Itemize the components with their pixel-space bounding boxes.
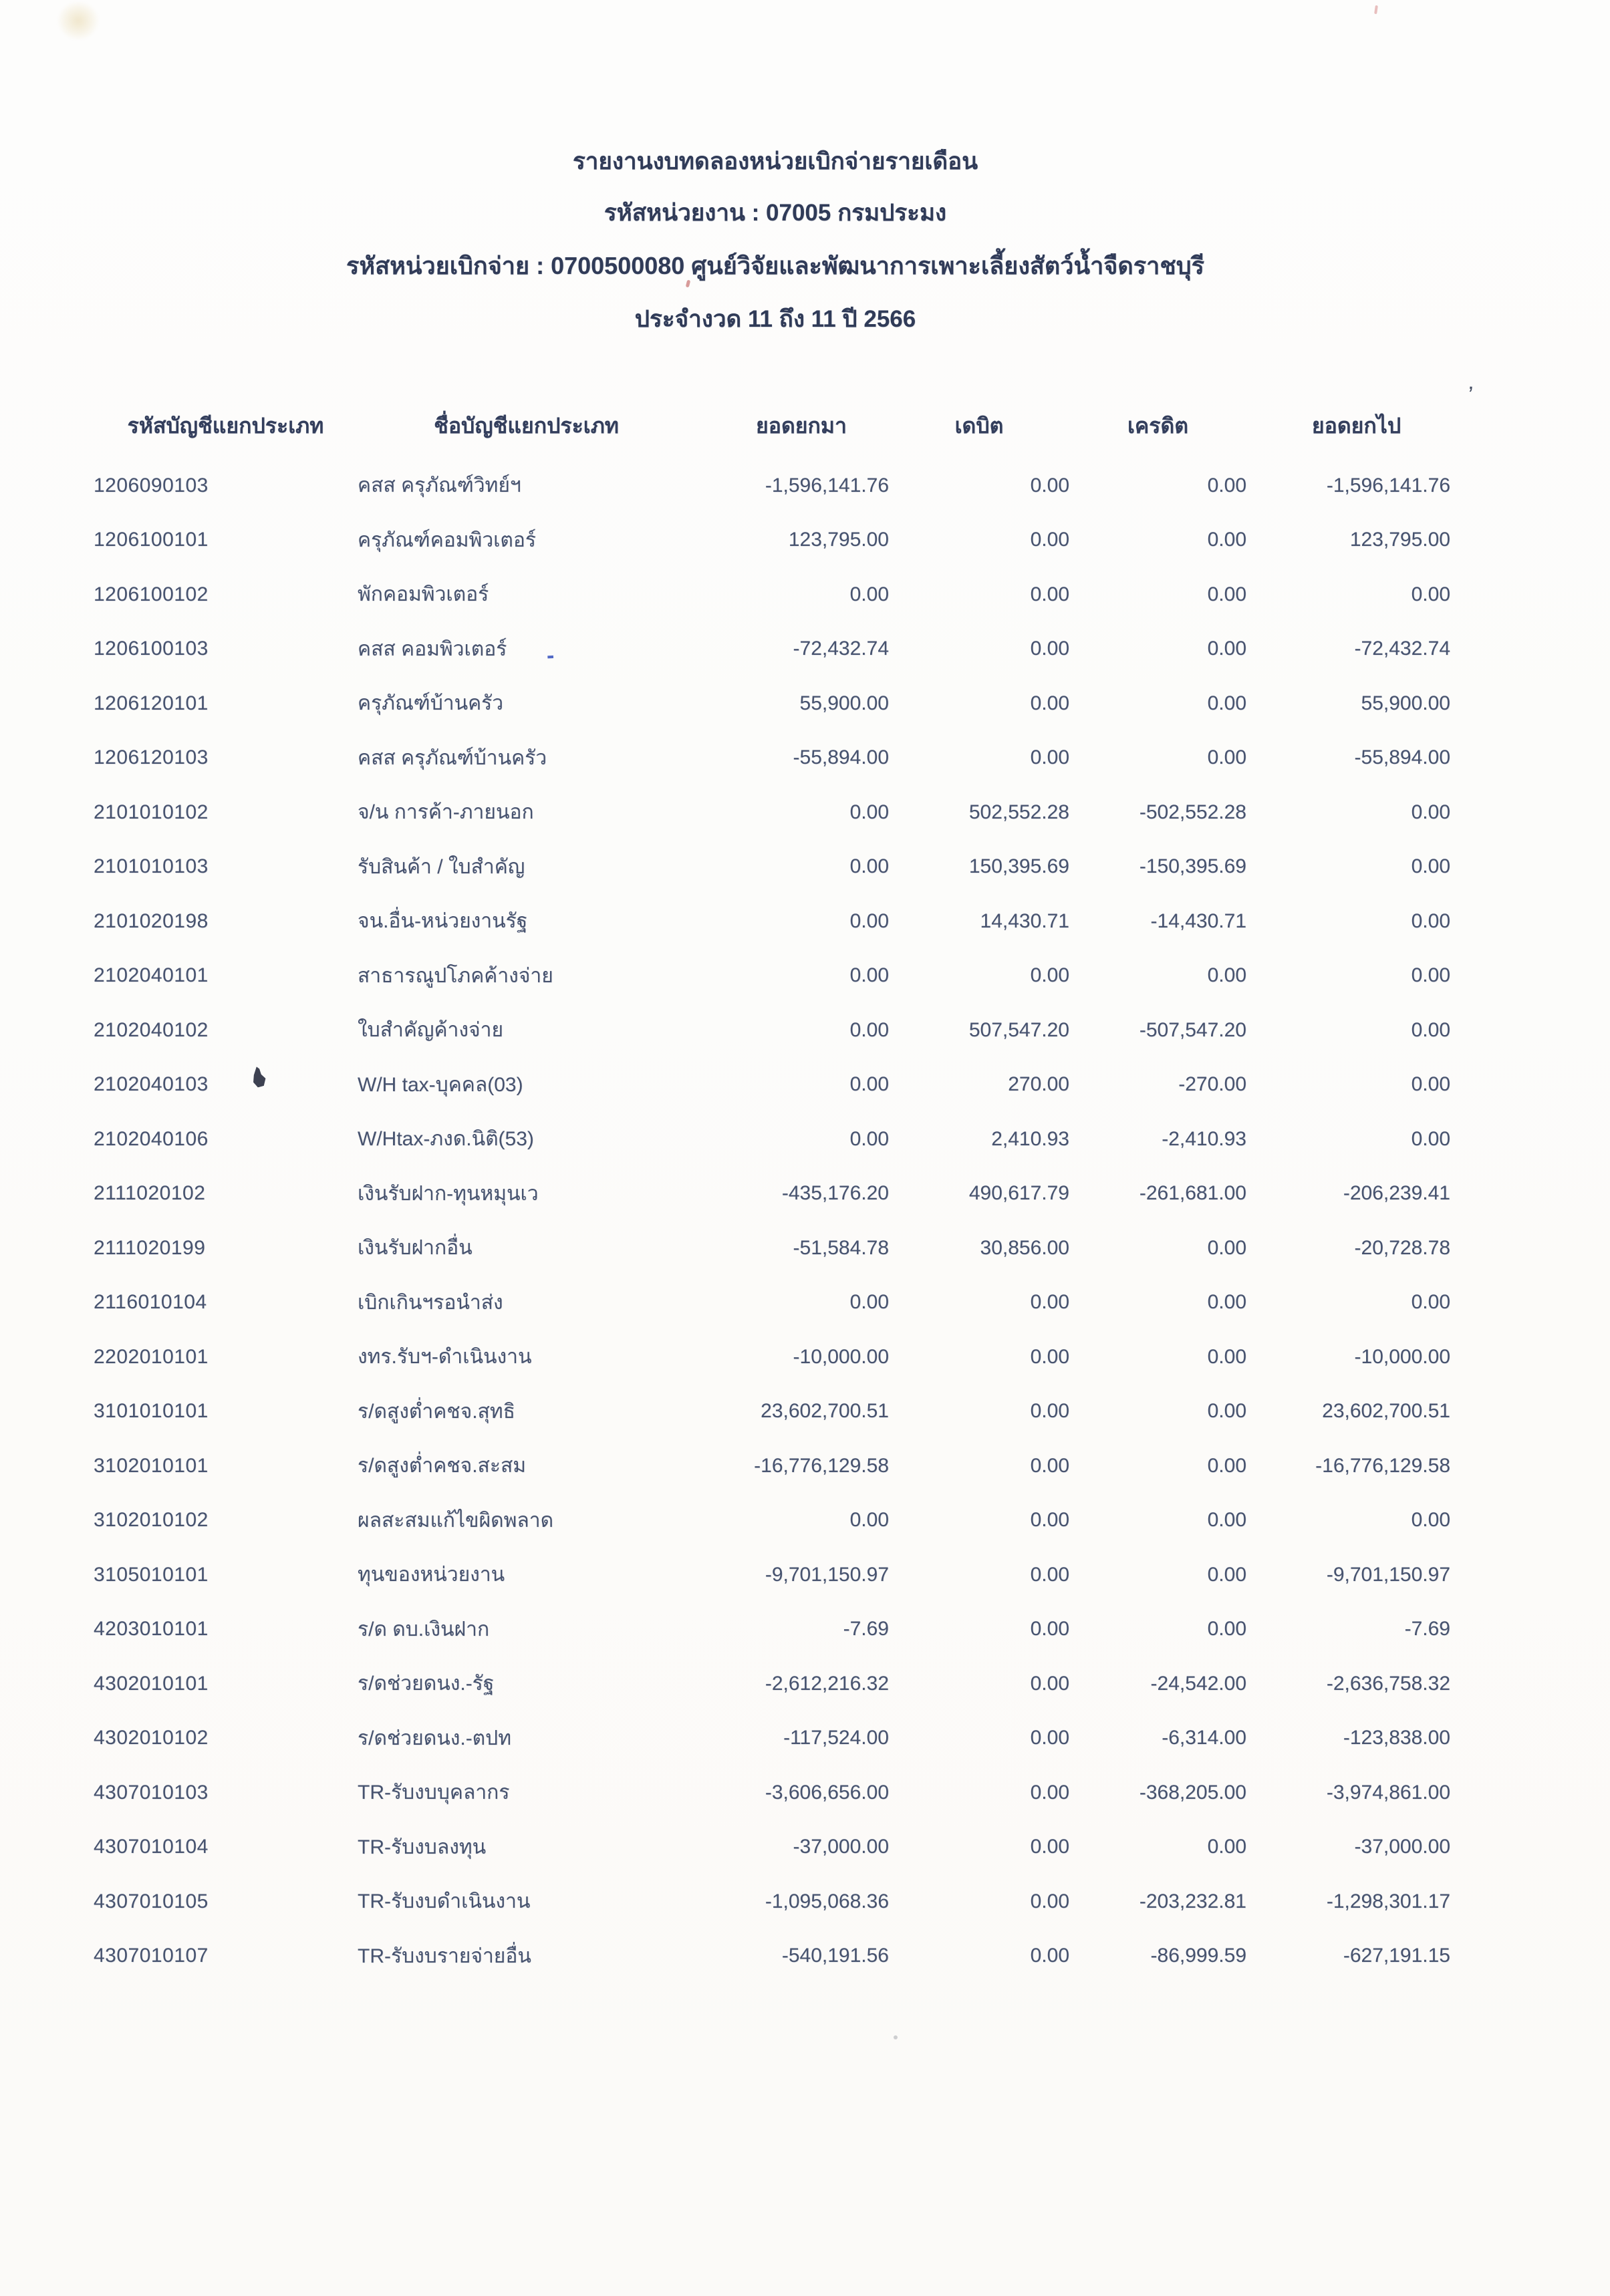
account-code-cell: 2101010102 bbox=[94, 801, 209, 823]
scan-speck-artifact bbox=[1374, 5, 1378, 14]
col-header-account-code: รหัสบัญชีแยกประเภท bbox=[127, 413, 324, 438]
col-header-credit: เครดิต bbox=[1127, 413, 1189, 438]
table-row bbox=[0, 731, 1610, 786]
table-row bbox=[0, 1929, 1610, 1984]
balance-forward-cell: -55,894.00 bbox=[793, 746, 889, 769]
balance-forward-cell: -540,191.56 bbox=[781, 1945, 889, 1967]
balance-forward-cell: -3,606,656.00 bbox=[765, 1781, 889, 1804]
balance-forward-cell: 23,602,700.51 bbox=[761, 1400, 889, 1423]
account-name-cell: งทร.รับฯ-ดำเนินงาน bbox=[358, 1346, 532, 1369]
balance-carried-cell: 0.00 bbox=[1411, 855, 1450, 878]
debit-cell: 0.00 bbox=[1030, 474, 1069, 496]
account-code-cell: 1206100102 bbox=[94, 583, 209, 605]
table-row bbox=[0, 785, 1610, 840]
account-code-cell: 1206120101 bbox=[94, 692, 209, 714]
debit-cell: 270.00 bbox=[1008, 1073, 1069, 1096]
account-name-cell: ทุนของหน่วยงาน bbox=[358, 1564, 505, 1586]
balance-carried-cell: 0.00 bbox=[1411, 1291, 1450, 1314]
balance-forward-cell: -1,596,141.76 bbox=[765, 474, 889, 496]
balance-forward-cell: -16,776,129.58 bbox=[754, 1454, 889, 1477]
account-name-cell: เบิกเกินฯรอนำส่ง bbox=[358, 1291, 503, 1314]
account-code-cell: 1206090103 bbox=[94, 474, 209, 496]
account-code-cell: 2111020199 bbox=[94, 1236, 206, 1259]
table-row bbox=[0, 1602, 1610, 1657]
debit-cell: 502,552.28 bbox=[968, 801, 1069, 823]
balance-forward-cell: 0.00 bbox=[849, 583, 889, 605]
balance-forward-cell: 0.00 bbox=[849, 801, 889, 823]
debit-cell: 0.00 bbox=[1030, 529, 1069, 551]
credit-cell: 0.00 bbox=[1207, 474, 1246, 496]
account-name-cell: ผลสะสมแก้ไขผิดพลาด bbox=[358, 1509, 554, 1532]
debit-cell: 0.00 bbox=[1030, 1945, 1069, 1967]
credit-cell: 0.00 bbox=[1207, 1563, 1246, 1586]
account-name-cell: เงินรับฝาก-ทุนหมุนเว bbox=[358, 1182, 539, 1205]
balance-forward-cell: 0.00 bbox=[849, 855, 889, 878]
balance-carried-cell: -55,894.00 bbox=[1354, 746, 1450, 769]
credit-cell: 0.00 bbox=[1207, 1836, 1246, 1858]
account-code-cell: 2102040106 bbox=[94, 1127, 209, 1150]
debit-cell: 0.00 bbox=[1030, 1618, 1069, 1640]
debit-cell: 507,547.20 bbox=[968, 1018, 1069, 1041]
account-code-cell: 3101010101 bbox=[94, 1400, 209, 1423]
account-name-cell: TR-รับงบบุคลากร bbox=[358, 1781, 510, 1804]
balance-forward-cell: 0.00 bbox=[849, 909, 889, 932]
account-code-cell: 4307010104 bbox=[94, 1836, 209, 1858]
table-row bbox=[0, 1003, 1610, 1058]
balance-carried-cell: -206,239.41 bbox=[1343, 1182, 1450, 1205]
debit-cell: 150,395.69 bbox=[968, 855, 1069, 878]
account-name-cell: ร/ดสูงต่ำคชจ.สะสม bbox=[358, 1455, 527, 1477]
credit-cell: 0.00 bbox=[1207, 1345, 1246, 1368]
balance-carried-cell: 0.00 bbox=[1411, 909, 1450, 932]
debit-cell: 14,430.71 bbox=[980, 909, 1069, 932]
account-name-cell: W/H tax-บุคคล(03) bbox=[358, 1073, 523, 1096]
account-name-cell: คสส คอมพิวเตอร์ bbox=[358, 637, 507, 660]
debit-cell: 0.00 bbox=[1030, 1291, 1069, 1314]
debit-cell: 490,617.79 bbox=[968, 1182, 1069, 1205]
balance-carried-cell: -1,596,141.76 bbox=[1326, 474, 1450, 496]
balance-forward-cell: -9,701,150.97 bbox=[765, 1563, 889, 1586]
credit-cell: -2,410.93 bbox=[1162, 1127, 1246, 1150]
account-name-cell: ครุภัณฑ์คอมพิวเตอร์ bbox=[358, 529, 537, 551]
balance-forward-cell: 0.00 bbox=[849, 1509, 889, 1532]
balance-carried-cell: -10,000.00 bbox=[1354, 1345, 1450, 1368]
col-header-balance-carried: ยอดยกไป bbox=[1311, 413, 1401, 438]
balance-forward-cell: 55,900.00 bbox=[799, 692, 889, 714]
table-row bbox=[0, 458, 1610, 513]
account-code-cell: 2102040102 bbox=[94, 1018, 209, 1041]
balance-forward-cell: -72,432.74 bbox=[793, 637, 889, 660]
credit-cell: 0.00 bbox=[1207, 1454, 1246, 1477]
account-code-cell: 4307010103 bbox=[94, 1781, 209, 1804]
table-row bbox=[0, 567, 1610, 622]
credit-cell: 0.00 bbox=[1207, 964, 1246, 987]
account-name-cell: TR-รับงบรายจ่ายอื่น bbox=[358, 1945, 531, 1967]
col-header-debit: เดบิต bbox=[954, 413, 1004, 438]
account-code-cell: 2102040101 bbox=[94, 964, 209, 987]
table-row bbox=[0, 1657, 1610, 1711]
debit-cell: 0.00 bbox=[1030, 1672, 1069, 1695]
account-name-cell: จ/น การค้า-ภายนอก bbox=[358, 801, 534, 824]
account-name-cell: ร/ดสูงต่ำคชจ.สุทธิ bbox=[358, 1400, 515, 1423]
debit-cell: 0.00 bbox=[1030, 1836, 1069, 1858]
account-name-cell: คสส ครุภัณฑ์บ้านครัว bbox=[358, 746, 547, 769]
balance-forward-cell: 0.00 bbox=[849, 1018, 889, 1041]
account-code-cell: 2111020102 bbox=[94, 1182, 206, 1205]
table-row bbox=[0, 1874, 1610, 1929]
account-name-cell: คสส ครุภัณฑ์วิทย์ฯ bbox=[358, 474, 521, 497]
debit-cell: 0.00 bbox=[1030, 1400, 1069, 1423]
account-name-cell: TR-รับงบดำเนินงาน bbox=[358, 1890, 531, 1913]
account-name-cell: สาธารณูปโภคค้างจ่าย bbox=[358, 964, 553, 987]
table-row bbox=[0, 1548, 1610, 1602]
credit-cell: -368,205.00 bbox=[1139, 1781, 1246, 1804]
credit-cell: 0.00 bbox=[1207, 529, 1246, 551]
account-name-cell: ใบสำคัญค้างจ่าย bbox=[358, 1019, 504, 1042]
pen-dash-artifact: - bbox=[545, 642, 555, 669]
account-code-cell: 4307010105 bbox=[94, 1890, 209, 1912]
balance-forward-cell: -435,176.20 bbox=[781, 1182, 889, 1205]
table-row bbox=[0, 1711, 1610, 1766]
balance-forward-cell: 0.00 bbox=[849, 1073, 889, 1096]
table-row bbox=[0, 1221, 1610, 1276]
account-code-cell: 1206120103 bbox=[94, 746, 209, 769]
debit-cell: 0.00 bbox=[1030, 583, 1069, 605]
debit-cell: 0.00 bbox=[1030, 1454, 1069, 1477]
table-row bbox=[0, 1493, 1610, 1548]
balance-carried-cell: -72,432.74 bbox=[1354, 637, 1450, 660]
balance-carried-cell: -7.69 bbox=[1404, 1618, 1450, 1640]
balance-forward-cell: 0.00 bbox=[849, 1291, 889, 1314]
account-code-cell: 1206100103 bbox=[94, 637, 209, 660]
col-header-balance-forward: ยอดยกมา bbox=[756, 413, 847, 438]
table-row bbox=[0, 513, 1610, 568]
account-code-cell: 3105010101 bbox=[94, 1563, 209, 1586]
balance-carried-cell: -1,298,301.17 bbox=[1326, 1890, 1450, 1912]
table-header-row bbox=[0, 400, 1610, 452]
account-code-cell: 3102010102 bbox=[94, 1509, 209, 1532]
credit-cell: 0.00 bbox=[1207, 1236, 1246, 1259]
balance-carried-cell: 0.00 bbox=[1411, 1127, 1450, 1150]
balance-carried-cell: -37,000.00 bbox=[1354, 1836, 1450, 1858]
debit-cell: 0.00 bbox=[1030, 1563, 1069, 1586]
balance-forward-cell: 0.00 bbox=[849, 1127, 889, 1150]
account-code-cell: 3102010101 bbox=[94, 1454, 209, 1477]
balance-forward-cell: -7.69 bbox=[843, 1618, 889, 1640]
balance-carried-cell: 0.00 bbox=[1411, 801, 1450, 823]
balance-carried-cell: 0.00 bbox=[1411, 583, 1450, 605]
debit-cell: 2,410.93 bbox=[991, 1127, 1069, 1150]
credit-cell: 0.00 bbox=[1207, 637, 1246, 660]
table-row bbox=[0, 676, 1610, 731]
account-code-cell: 4203010101 bbox=[94, 1618, 209, 1640]
credit-cell: -261,681.00 bbox=[1139, 1182, 1246, 1205]
account-name-cell: เงินรับฝากอื่น bbox=[358, 1237, 473, 1260]
account-name-cell: รับสินค้า / ใบสำคัญ bbox=[358, 855, 525, 878]
credit-cell: -6,314.00 bbox=[1162, 1727, 1246, 1749]
debit-cell: 0.00 bbox=[1030, 1890, 1069, 1912]
debit-cell: 0.00 bbox=[1030, 1345, 1069, 1368]
scan-speck-artifact: ’ bbox=[1466, 382, 1474, 408]
table-row bbox=[0, 1276, 1610, 1330]
credit-cell: 0.00 bbox=[1207, 583, 1246, 605]
account-code-cell: 4302010102 bbox=[94, 1727, 209, 1749]
balance-carried-cell: -123,838.00 bbox=[1343, 1727, 1450, 1749]
table-row bbox=[0, 622, 1610, 677]
col-header-account-name: ชื่อบัญชีแยกประเภท bbox=[434, 413, 619, 438]
balance-forward-cell: -2,612,216.32 bbox=[765, 1672, 889, 1695]
balance-carried-cell: -2,636,758.32 bbox=[1326, 1672, 1450, 1695]
credit-cell: 0.00 bbox=[1207, 1400, 1246, 1423]
balance-carried-cell: 0.00 bbox=[1411, 1509, 1450, 1532]
credit-cell: -270.00 bbox=[1178, 1073, 1246, 1096]
report-title: รายงานงบทดลองหน่วยเบิกจ่ายรายเดือน bbox=[572, 148, 978, 174]
account-name-cell: W/Htax-ภงด.นิติ(53) bbox=[358, 1128, 534, 1151]
account-name-cell: ร/ด ดบ.เงินฝาก bbox=[358, 1618, 490, 1640]
debit-cell: 0.00 bbox=[1030, 692, 1069, 714]
table-row bbox=[0, 894, 1610, 949]
credit-cell: 0.00 bbox=[1207, 1509, 1246, 1532]
balance-carried-cell: 0.00 bbox=[1411, 1018, 1450, 1041]
table-row bbox=[0, 1385, 1610, 1439]
table-row bbox=[0, 1765, 1610, 1820]
account-name-cell: ร/ดช่วยดนง.-รัฐ bbox=[358, 1673, 495, 1695]
balance-carried-cell: 0.00 bbox=[1411, 964, 1450, 987]
balance-forward-cell: -1,095,068.36 bbox=[765, 1890, 889, 1912]
table-row bbox=[0, 1058, 1610, 1113]
account-name-cell: ครุภัณฑ์บ้านครัว bbox=[358, 692, 504, 715]
account-code-cell: 1206100101 bbox=[94, 529, 209, 551]
balance-carried-cell: 55,900.00 bbox=[1361, 692, 1450, 714]
credit-cell: -24,542.00 bbox=[1150, 1672, 1246, 1695]
credit-cell: -150,395.69 bbox=[1139, 855, 1246, 878]
balance-carried-cell: -20,728.78 bbox=[1354, 1236, 1450, 1259]
balance-carried-cell: -3,974,861.00 bbox=[1326, 1781, 1450, 1804]
smudge-artifact bbox=[57, 1, 99, 40]
balance-forward-cell: 123,795.00 bbox=[788, 529, 889, 551]
balance-carried-cell: -16,776,129.58 bbox=[1315, 1454, 1450, 1477]
balance-carried-cell: 23,602,700.51 bbox=[1322, 1400, 1450, 1423]
credit-cell: -502,552.28 bbox=[1139, 801, 1246, 823]
account-code-cell: 4307010107 bbox=[94, 1945, 209, 1967]
account-code-cell: 2102040103 bbox=[94, 1073, 209, 1096]
debit-cell: 0.00 bbox=[1030, 1781, 1069, 1804]
balance-carried-cell: -627,191.15 bbox=[1343, 1945, 1450, 1967]
balance-carried-cell: 0.00 bbox=[1411, 1073, 1450, 1096]
balance-forward-cell: -117,524.00 bbox=[783, 1727, 889, 1749]
credit-cell: -86,999.59 bbox=[1150, 1945, 1246, 1967]
credit-cell: -203,232.81 bbox=[1139, 1890, 1246, 1912]
balance-forward-cell: 0.00 bbox=[849, 964, 889, 987]
debit-cell: 0.00 bbox=[1030, 1509, 1069, 1532]
credit-cell: -507,547.20 bbox=[1139, 1018, 1246, 1041]
table-row bbox=[0, 1439, 1610, 1493]
account-name-cell: TR-รับงบลงทุน bbox=[358, 1836, 487, 1858]
account-code-cell: 2101010103 bbox=[94, 855, 209, 878]
table-row bbox=[0, 840, 1610, 895]
account-code-cell: 4302010101 bbox=[94, 1672, 209, 1695]
table-row bbox=[0, 1112, 1610, 1167]
account-name-cell: ร/ดช่วยดนง.-ตปท bbox=[358, 1727, 511, 1749]
debit-cell: 0.00 bbox=[1030, 1727, 1069, 1749]
debit-cell: 0.00 bbox=[1030, 746, 1069, 769]
period-line: ประจำงวด 11 ถึง 11 ปี 2566 bbox=[634, 306, 916, 332]
credit-cell: 0.00 bbox=[1207, 1291, 1246, 1314]
credit-cell: -14,430.71 bbox=[1150, 909, 1246, 932]
account-code-cell: 2116010104 bbox=[94, 1291, 207, 1314]
agency-code-line: รหัสหน่วยงาน : 07005 กรมประมง bbox=[603, 200, 947, 226]
account-name-cell: พักคอมพิวเตอร์ bbox=[358, 583, 489, 606]
account-code-cell: 2202010101 bbox=[94, 1345, 209, 1368]
credit-cell: 0.00 bbox=[1207, 1618, 1246, 1640]
balance-forward-cell: -10,000.00 bbox=[793, 1345, 889, 1368]
balance-carried-cell: 123,795.00 bbox=[1349, 529, 1450, 551]
credit-cell: 0.00 bbox=[1207, 692, 1246, 714]
table-body bbox=[0, 458, 1610, 1983]
table-row bbox=[0, 1330, 1610, 1385]
debit-cell: 0.00 bbox=[1030, 637, 1069, 660]
disbursing-unit-line: รหัสหน่วยเบิกจ่าย : 0700500080 ศูนย์วิจัยและพัฒนาการเพาะเลี้ยงสัตว์น้ำจืดราชบุรี bbox=[346, 252, 1204, 279]
table-row bbox=[0, 1167, 1610, 1222]
balance-carried-cell: -9,701,150.97 bbox=[1326, 1563, 1450, 1586]
debit-cell: 0.00 bbox=[1030, 964, 1069, 987]
credit-cell: 0.00 bbox=[1207, 746, 1246, 769]
scan-speck-artifact bbox=[894, 2035, 898, 2039]
table-row bbox=[0, 949, 1610, 1004]
balance-forward-cell: -51,584.78 bbox=[793, 1236, 889, 1259]
account-name-cell: จน.อื่น-หน่วยงานรัฐ bbox=[358, 910, 528, 933]
table-row bbox=[0, 1820, 1610, 1875]
debit-cell: 30,856.00 bbox=[980, 1236, 1069, 1259]
account-code-cell: 2101020198 bbox=[94, 909, 209, 932]
balance-forward-cell: -37,000.00 bbox=[793, 1836, 889, 1858]
